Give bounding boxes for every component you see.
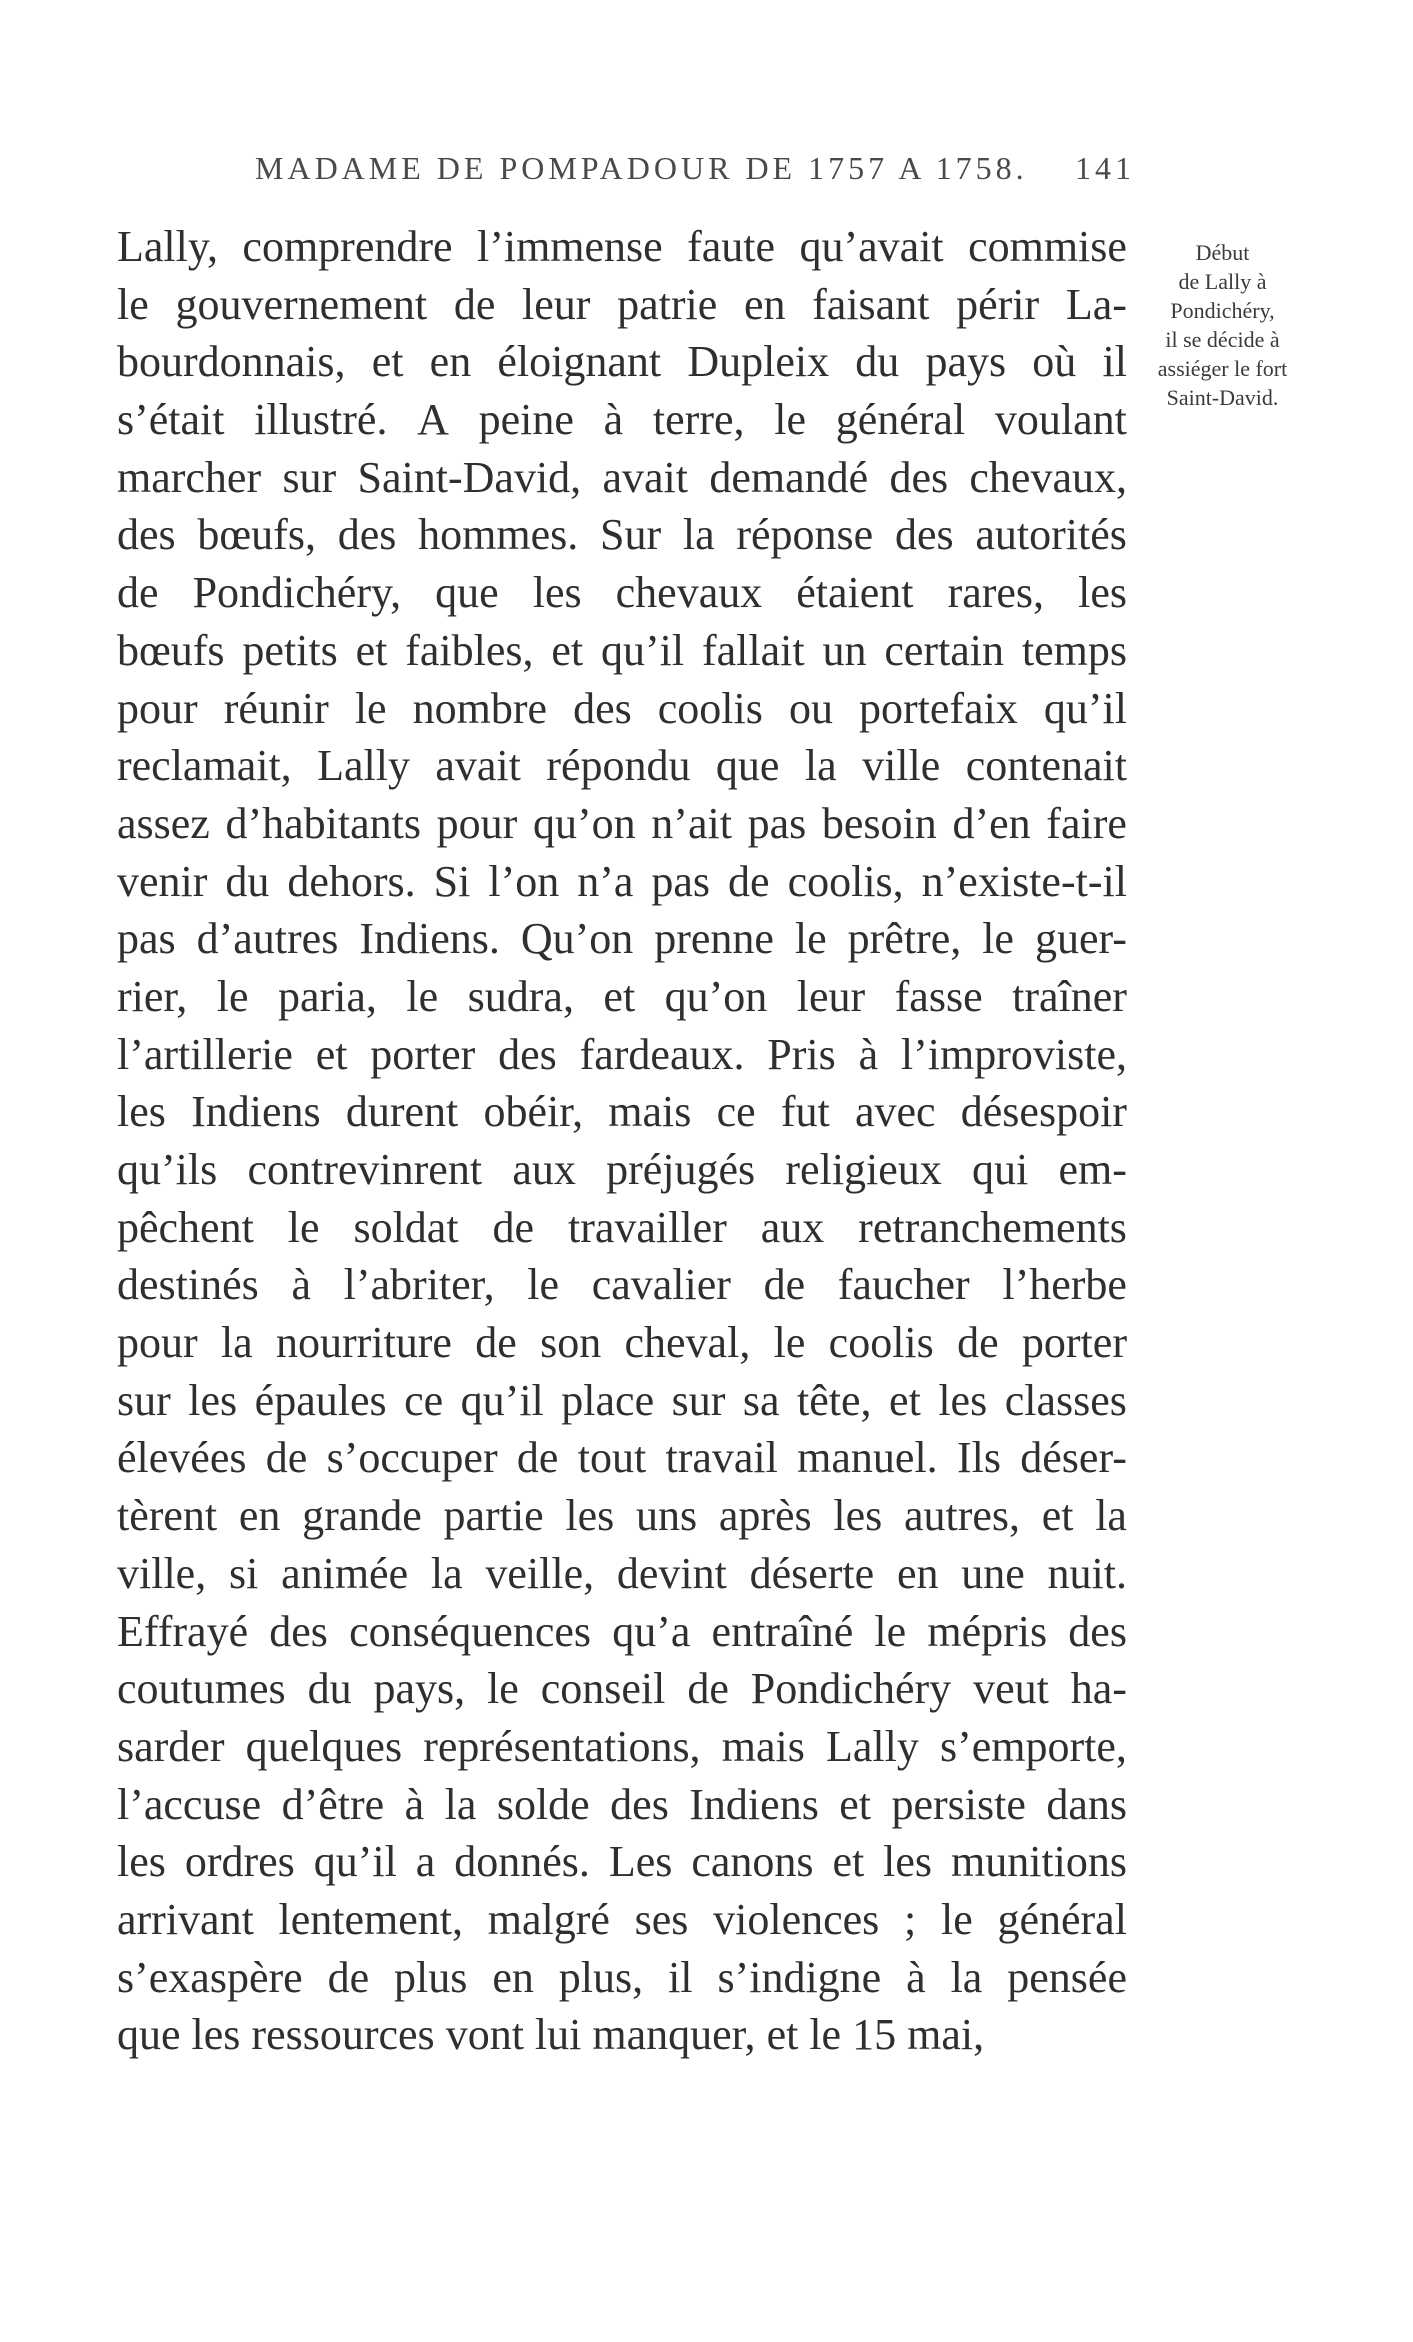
text-line: le gouvernement de leur patrie en faisant périr La- <box>117 279 1127 329</box>
marginal-note-line: de Lally à <box>1178 269 1267 294</box>
text-line: assez d’habitants pour qu’on n’ait pas besoin d’en faire <box>117 798 1127 848</box>
text-line: bourdonnais, et en éloignant Dupleix du pays où il <box>117 337 1127 387</box>
marginal-note <box>1125 238 1320 412</box>
text-line: l’accuse d’être à la solde des Indiens et persiste dans <box>117 1779 1127 1829</box>
marginal-note-line: Saint-David. <box>1166 385 1279 410</box>
body-text <box>117 218 1127 2064</box>
text-line: tèrent en grande partie les uns après les autres, et la <box>117 1491 1127 1541</box>
running-head <box>255 150 1135 200</box>
text-line: s’exaspère de plus en plus, il s’indigne à la pensée <box>117 1952 1127 2002</box>
text-line: coutumes du pays, le conseil de Pondichéry veut ha- <box>117 1664 1127 1714</box>
text-line: pas d’autres Indiens. Qu’on prenne le prêtre, le guer- <box>117 914 1127 964</box>
text-line: les ordres qu’il a donnés. Les canons et les munitions <box>117 1837 1127 1887</box>
text-line: bœufs petits et faibles, et qu’il fallait un certain temps <box>117 625 1127 675</box>
text-line: venir du dehors. Si l’on n’a pas de coolis, n’existe-t-il <box>117 856 1127 906</box>
marginal-note-line: assiéger le fort <box>1157 356 1288 381</box>
marginal-note-line: il se décide à <box>1165 327 1280 352</box>
text-line: que les ressources vont lui manquer, et le 15 mai, <box>117 2010 985 2060</box>
running-title: MADAME DE POMPADOUR DE 1757 A 1758. <box>255 150 1028 186</box>
text-line: élevées de s’occuper de tout travail manuel. Ils déser- <box>117 1433 1127 1483</box>
page-number: 141 <box>1075 150 1135 186</box>
text-line: ville, si animée la veille, devint déserte en une nuit. <box>117 1548 1127 1598</box>
text-line: qu’ils contrevinrent aux préjugés religieux qui em- <box>117 1145 1127 1194</box>
text-line: Lally, comprendre l’immense faute qu’avait commise <box>117 222 1127 271</box>
text-line: destinés à l’abriter, le cavalier de faucher l’herbe <box>117 1260 1127 1310</box>
text-line: rier, le paria, le sudra, et qu’on leur fasse traîner <box>117 971 1127 1021</box>
text-line: marcher sur Saint-David, avait demandé des chevaux, <box>117 452 1127 502</box>
marginal-note-line: Pondichéry, <box>1170 298 1275 323</box>
text-line: Effrayé des conséquences qu’a entraîné le mépris des <box>117 1606 1127 1656</box>
text-line: sur les épaules ce qu’il place sur sa tête, et les classes <box>117 1375 1127 1425</box>
text-line: pour réunir le nombre des coolis ou portefaix qu’il <box>117 683 1127 733</box>
text-line: sarder quelques représentations, mais Lally s’emporte, <box>117 1721 1127 1771</box>
text-line: arrivant lentement, malgré ses violences ; le général <box>117 1894 1127 1944</box>
text-line: pêchent le soldat de travailler aux retranchements <box>117 1202 1127 1252</box>
text-line: pour la nourriture de son cheval, le coolis de porter <box>117 1318 1127 1368</box>
text-line: les Indiens durent obéir, mais ce fut avec désespoir <box>117 1087 1127 1137</box>
text-line: s’était illustré. A peine à terre, le général voulant <box>117 395 1127 445</box>
text-line: des bœufs, des hommes. Sur la réponse des autorités <box>117 510 1127 560</box>
text-line: reclamait, Lally avait répondu que la ville contenait <box>117 741 1127 791</box>
text-line: l’artillerie et porter des fardeaux. Pris à l’improviste, <box>117 1029 1127 1079</box>
text-line: de Pondichéry, que les chevaux étaient rares, les <box>117 568 1127 618</box>
marginal-note-line: Début <box>1195 240 1250 265</box>
